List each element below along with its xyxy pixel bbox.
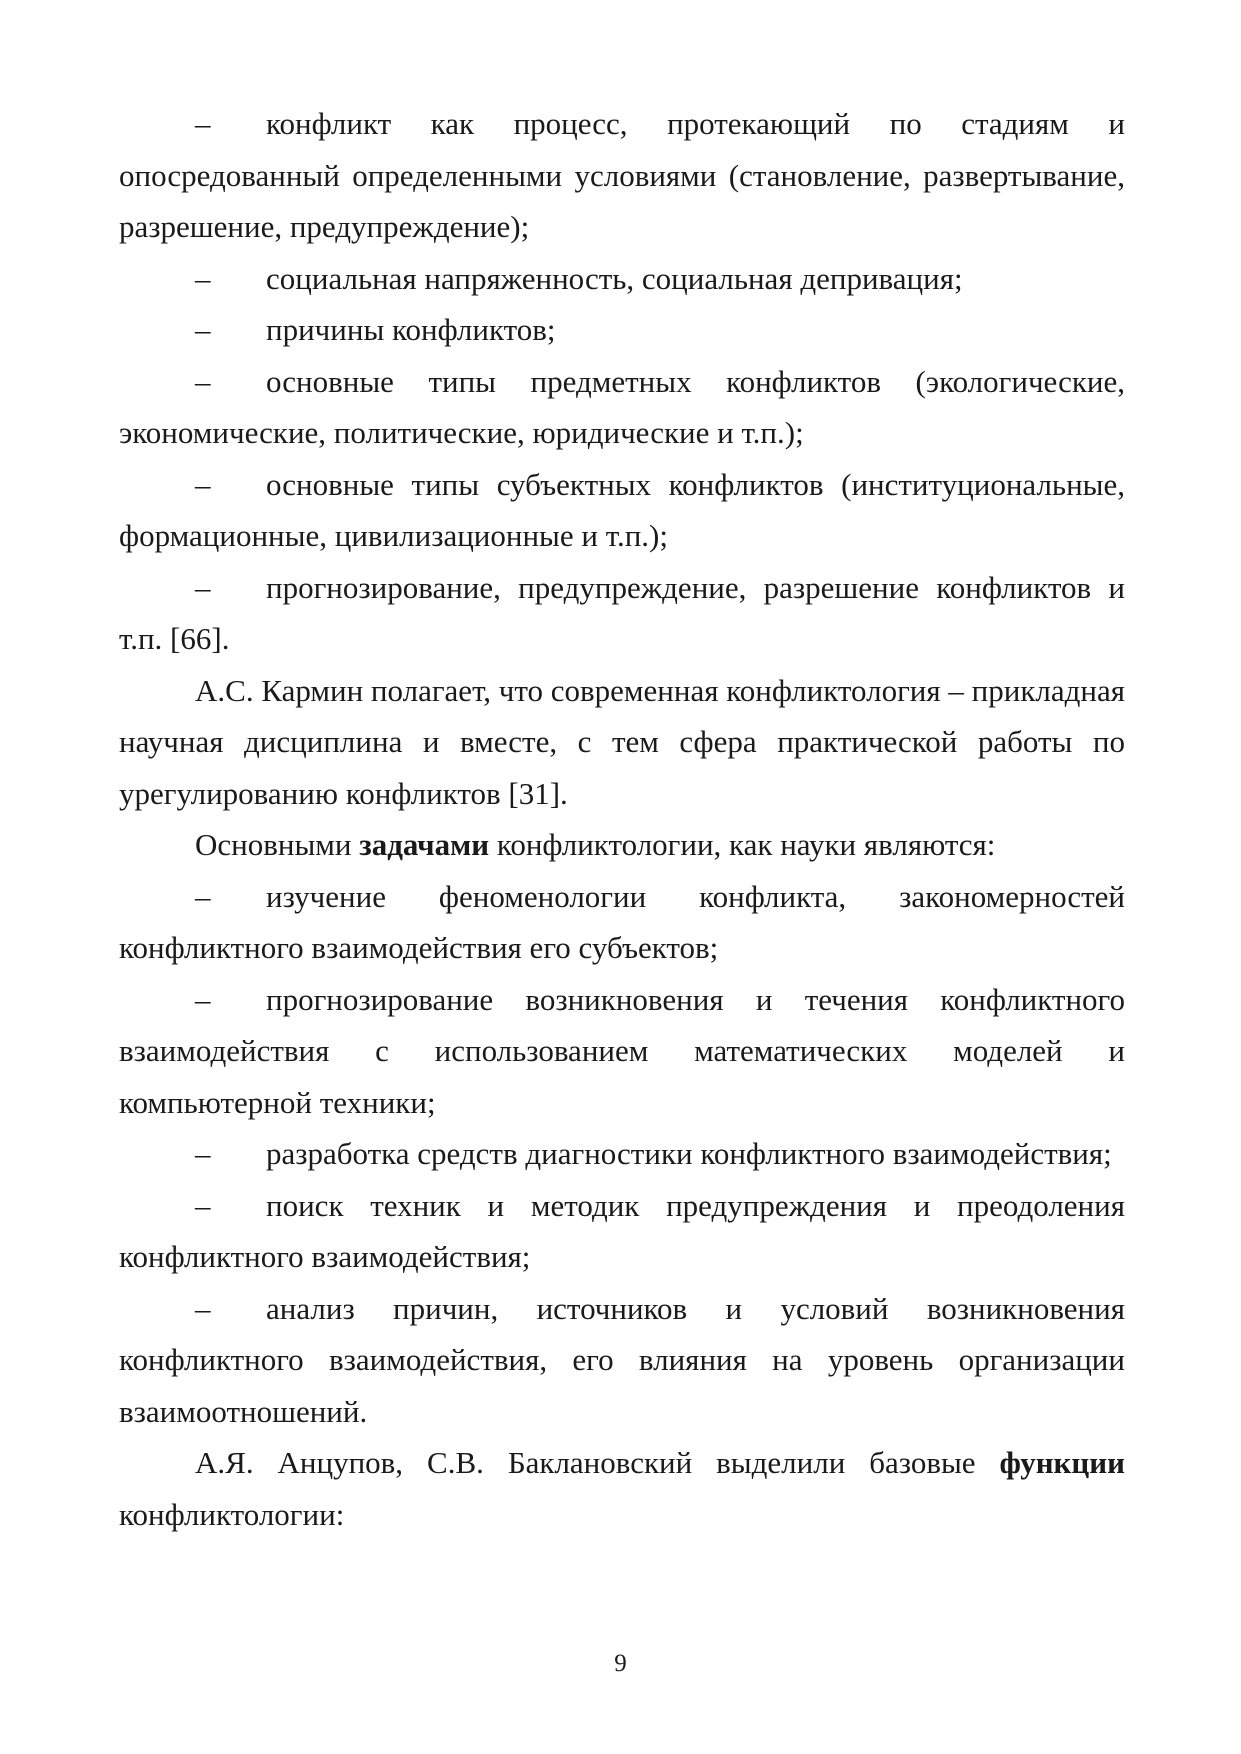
list-item [119,459,1125,562]
list-item-text: конфликт как процесс, протекающий по стадиям и опосредованный определенными условиями (становление, развертывание, разрешение, предупреждение); [119,106,1125,244]
dash-marker: – [195,981,211,1017]
functions-intro-after: конфликтологии: [119,1496,345,1532]
dash-marker: – [195,106,211,141]
list-item-text: прогнозирование возникновения и течения конфликтного взаимодействия с использованием математических моделей и компьютерной техники; [119,981,1125,1120]
dash-marker: – [195,260,211,296]
dash-marker: – [195,1290,211,1326]
list-item [119,253,1125,305]
dash-marker: – [195,569,211,605]
tasks-intro-after: конфликтологии, как науки являются: [489,827,996,862]
tasks-intro [119,819,1125,871]
karmin-paragraph: А.С. Кармин полагает, что современная конфликтология – прикладная научная дисциплина и вместе, с тем сфера практической работы по урегулированию конфликтов [31]. [119,672,1125,811]
body-text [119,98,1125,1540]
tasks-intro-before: Основными [195,827,360,862]
functions-intro [119,1437,1125,1540]
list-item-text: социальная напряженность, социальная депривация; [266,260,963,296]
list-item [119,356,1125,459]
list-item [119,98,1125,253]
dash-marker: – [195,363,211,399]
page-number: 9 [614,1650,627,1677]
dash-marker: – [195,466,211,502]
dash-marker: – [195,878,211,914]
list-item [119,1128,1125,1180]
list-item [119,1180,1125,1283]
list-item [119,1283,1125,1438]
dash-marker: – [195,1136,211,1171]
list-item-text: прогнозирование, предупреждение, разрешение конфликтов и т.п. [66]. [119,569,1125,656]
list-item-text: основные типы субъектных конфликтов (институциональные, формационные, цивилизационные и т.п.); [119,466,1125,553]
list-item [119,562,1125,665]
list-item-text: разработка средств диагностики конфликтного взаимодействия; [266,1136,1112,1171]
list-item-text: анализ причин, источников и условий возникновения конфликтного взаимодействия, его влияния на уровень организации взаимоотношений. [119,1290,1125,1429]
list-item-text: основные типы предметных конфликтов (экологические, экономические, политические, юридические и т.п.); [119,363,1125,450]
list-item-text: поиск техник и методик предупреждения и преодоления конфликтного взаимодействия; [119,1187,1125,1274]
functions-keyword: функции [999,1445,1125,1480]
list-item-text: изучение феноменологии конфликта, закономерностей конфликтного взаимодействия его субъектов; [119,878,1125,965]
functions-intro-before: А.Я. Анцупов, С.В. Баклановский выделили базовые [195,1445,1000,1480]
list-item-text: причины конфликтов; [266,312,556,347]
dash-marker: – [195,312,211,347]
list-item [119,974,1125,1129]
tasks-keyword: задачами [359,827,490,862]
list-item [119,304,1125,356]
dash-marker: – [195,1187,211,1223]
list-item [119,871,1125,974]
